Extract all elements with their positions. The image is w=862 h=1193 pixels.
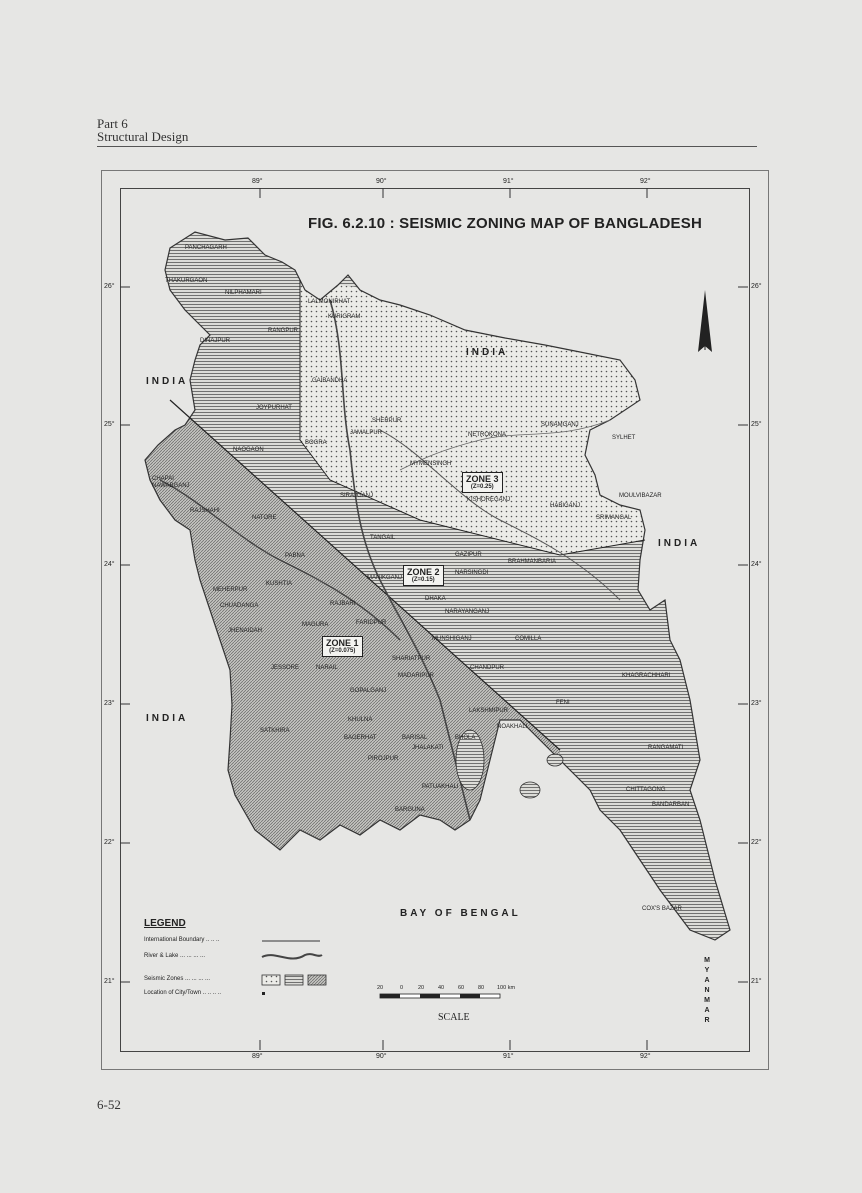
- scale-bar: [380, 994, 500, 998]
- lat-label-left: 21°: [104, 978, 115, 985]
- bay-of-bengal-label: BAY OF BENGAL: [400, 908, 521, 919]
- city-label: PATUAKHALI: [422, 784, 459, 790]
- city-label: BOGRA: [305, 440, 327, 446]
- lon-label-bottom: 89°: [252, 1053, 263, 1060]
- part-label: Part 6: [97, 116, 128, 131]
- lat-label-right: 22°: [751, 839, 762, 846]
- city-label: RAJSHAHI: [190, 508, 220, 514]
- city-label: BAGERHAT: [344, 735, 377, 741]
- legend-zone1-swatch: [308, 975, 326, 985]
- city-label: GOPALGANJ: [350, 688, 387, 694]
- seismic-zones: [100, 180, 800, 1080]
- scale-label: 20: [377, 985, 384, 991]
- city-label: SATKHIRA: [260, 728, 290, 734]
- city-label: KHAGRACHHARI: [622, 673, 671, 679]
- city-label: COMILLA: [515, 636, 542, 642]
- lat-label-right: 24°: [751, 561, 762, 568]
- city-label: KURIGRAM: [328, 314, 361, 320]
- city-label: DHAKA: [425, 596, 446, 602]
- city-label: PIROJPUR: [368, 756, 399, 762]
- city-label: MAGURA: [302, 622, 329, 628]
- city-label: BHOLA: [455, 735, 476, 741]
- lat-label-right: 25°: [751, 421, 762, 428]
- scale-label: 40: [438, 985, 445, 991]
- lat-label-left: 23°: [104, 700, 115, 707]
- scale-label: 20: [418, 985, 425, 991]
- zone-3-name: ZONE 3: [466, 474, 499, 484]
- city-label: THAKURGAON: [165, 278, 208, 284]
- lat-label-left: 25°: [104, 421, 115, 428]
- legend-city-label: Location of City/Town .. .. .. ..: [144, 990, 222, 996]
- lon-label-top: 92°: [640, 178, 651, 185]
- city-label: MUNSHIGANJ: [432, 636, 472, 642]
- scale-title: SCALE: [438, 1012, 470, 1023]
- city-label: SYLHET: [612, 435, 636, 441]
- city-label: RANGPUR: [268, 328, 299, 334]
- city-label: SIRAJGANJ: [340, 493, 374, 499]
- city-label: CHITTAGONG: [626, 787, 666, 793]
- city-label: MANIKGANJ: [367, 575, 403, 581]
- city-label: HABIGANJ: [550, 503, 581, 509]
- north-arrow-icon: [698, 290, 712, 352]
- legend-zones-label: Seismic Zones ... ... ... ...: [144, 976, 211, 982]
- city-label: MOULVIBAZAR: [619, 493, 662, 499]
- legend-title: LEGEND: [144, 918, 186, 929]
- city-label: CHAPAI NAWABGANJ: [152, 476, 190, 489]
- city-label: LALMONIRHAT: [308, 299, 351, 305]
- city-label: SUNAMGANJ: [541, 422, 579, 428]
- lat-label-left: 22°: [104, 839, 115, 846]
- section-label: Structural Design: [97, 129, 189, 144]
- city-label: KISHOREGANJ: [467, 497, 511, 503]
- zone-2-label: [403, 565, 444, 586]
- city-label: BRAHMANBARIA: [508, 559, 557, 565]
- zone-2-area: [100, 180, 800, 1080]
- city-label: JAMALPUR: [350, 430, 383, 436]
- country-label-myanmar: MYANMAR: [704, 957, 710, 1024]
- lon-label-bottom: 91°: [503, 1053, 514, 1060]
- city-label: JOYPURHAT: [256, 405, 292, 411]
- lat-label-left: 26°: [104, 283, 115, 290]
- city-label: KHULNA: [348, 717, 373, 723]
- zone-1-name: ZONE 1: [326, 638, 359, 648]
- lon-label-top: 91°: [503, 178, 514, 185]
- lon-label-bottom: 92°: [640, 1053, 651, 1060]
- city-label: NAOGAON: [233, 447, 264, 453]
- city-label: BANDARBAN: [652, 802, 690, 808]
- lat-label-right: 21°: [751, 978, 762, 985]
- city-label: MEHERPUR: [213, 587, 248, 593]
- city-label: SHARIATPUR: [392, 656, 431, 662]
- city-label: RAJBARI: [330, 601, 356, 607]
- city-label: NARSINGDI: [455, 570, 489, 576]
- city-label: JHALAKATI: [412, 745, 444, 751]
- country-label-india: INDIA: [466, 347, 509, 358]
- scale-label: 100 km: [497, 985, 516, 991]
- legend-boundary-label: International Boundary .. .. ..: [144, 937, 220, 943]
- sandwip-island: [547, 754, 563, 766]
- legend-zone3-swatch: [262, 975, 280, 985]
- figure-title: FIG. 6.2.10 : SEISMIC ZONING MAP OF BANGLADESH: [308, 215, 702, 232]
- city-label: NOAKHALI: [497, 724, 528, 730]
- city-label: BARISAL: [402, 735, 428, 741]
- lat-label-right: 23°: [751, 700, 762, 707]
- lon-label-top: 89°: [252, 178, 263, 185]
- zone-1-label: [322, 636, 363, 657]
- city-label: LAKSHMIPUR: [469, 708, 509, 714]
- city-label: SRIMANGAL: [596, 515, 632, 521]
- city-label: NARAIL: [316, 665, 338, 671]
- lat-label-right: 26°: [751, 283, 762, 290]
- city-label: CHUADANGA: [220, 603, 259, 609]
- city-label: FARIDPUR: [356, 620, 387, 626]
- zone-3-value: (Z=0.25): [470, 484, 494, 490]
- city-label: NATORE: [252, 515, 277, 521]
- zone-2-name: ZONE 2: [407, 567, 440, 577]
- city-label: FENI: [556, 700, 570, 706]
- city-label: SHERPUR: [372, 418, 402, 424]
- city-label: GAZIPUR: [455, 552, 482, 558]
- scale-label: 80: [478, 985, 485, 991]
- lat-label-left: 24°: [104, 561, 115, 568]
- legend-zone2-swatch: [285, 975, 303, 985]
- city-label: MYMENSINGH: [410, 461, 452, 467]
- city-label: NARAYANGANJ: [445, 609, 490, 615]
- zone-3-label: [462, 472, 503, 493]
- country-label-india: INDIA: [146, 376, 189, 387]
- country-label-india: INDIA: [146, 713, 189, 724]
- scale-label: 60: [458, 985, 465, 991]
- city-label: PANCHAGARH: [185, 245, 227, 251]
- city-label: PABNA: [285, 553, 305, 559]
- city-label: JHENAIDAH: [228, 628, 263, 634]
- country-label-india: INDIA: [658, 538, 701, 549]
- hatiya-island: [520, 782, 540, 798]
- lon-label-bottom: 90°: [376, 1053, 387, 1060]
- city-label: TANGAIL: [370, 535, 396, 541]
- zone-1-value: (Z=0.075): [329, 648, 356, 654]
- city-label: BARGUNA: [395, 807, 425, 813]
- city-label: CHANDPUR: [470, 665, 505, 671]
- page-number: 6-52: [97, 1097, 121, 1112]
- city-label: COX'S BAZAR: [642, 906, 682, 912]
- legend-river-label: River & Lake ... ... ... ...: [144, 953, 206, 959]
- city-label: RANGAMATI: [648, 745, 684, 751]
- city-label: MADARIPUR: [398, 673, 435, 679]
- scale-label: 0: [400, 985, 404, 991]
- city-label: GAIBANDHA: [312, 378, 348, 384]
- zone-2-value: (Z=0.15): [411, 577, 435, 583]
- city-label: DINAJPUR: [200, 338, 231, 344]
- city-label: JESSORE: [271, 665, 300, 671]
- city-label: NETROKONA: [468, 432, 507, 438]
- legend-city-symbol: [262, 992, 265, 995]
- lon-label-top: 90°: [376, 178, 387, 185]
- city-label: KUSHTIA: [266, 581, 293, 587]
- legend-river-symbol: [262, 954, 322, 958]
- city-label: NILPHAMARI: [225, 290, 262, 296]
